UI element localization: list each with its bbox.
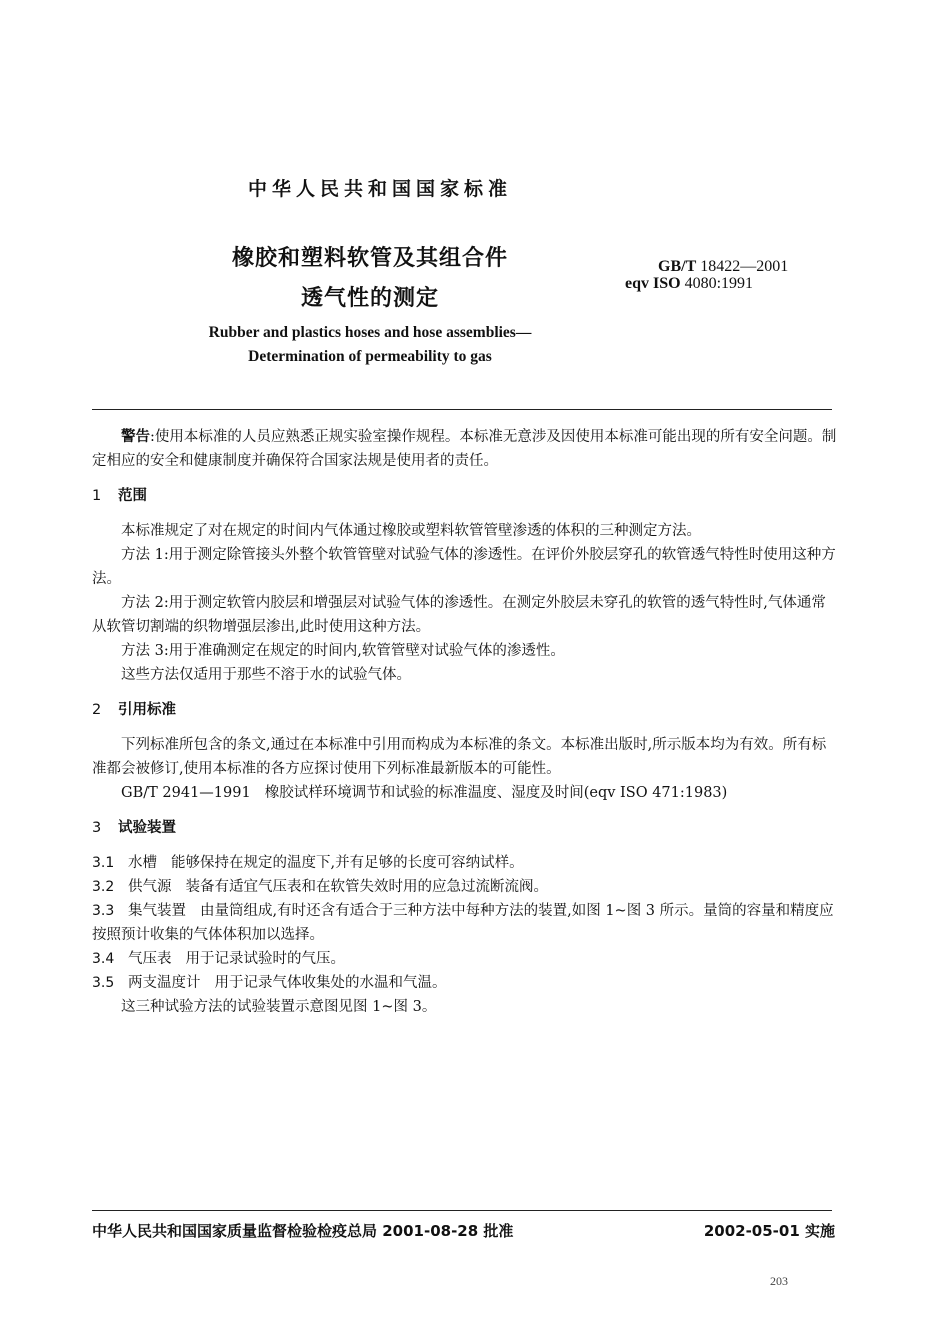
list-item: 3.4 气压表 用于记录试验时的气压。 bbox=[92, 951, 345, 967]
effective-date: 2002-05-01 实施 bbox=[703, 1222, 835, 1240]
english-title-line2: Determination of permeability to gas bbox=[248, 348, 492, 365]
document-title-line2: 透气性的测定 bbox=[300, 286, 439, 311]
list-item: 3.3 集气装置 由量筒组成,有时还含有适合于三种方法中每种方法的装置,如图 1~图 3 所示。量筒的容量和精度应按照预计收集的气体体积加以选择。 bbox=[92, 903, 834, 943]
header-divider bbox=[92, 409, 832, 410]
paragraph: 这些方法仅适用于那些不溶于水的试验气体。 bbox=[121, 667, 411, 683]
warning-text: :使用本标准的人员应熟悉正规实验室操作规程。本标准无意涉及因使用本标准可能出现的所有安全问题。制定相应的安全和健康制度并确保符合国家法规是使用者的责任。 bbox=[92, 429, 837, 469]
section-heading-scope: 1 范围 bbox=[92, 488, 147, 504]
standard-code-prefix: GB/T bbox=[658, 258, 697, 275]
reference-entry bbox=[92, 781, 837, 805]
equivalent-code-prefix: eqv ISO bbox=[625, 275, 681, 292]
standard-code-number: 18422—2001 bbox=[700, 258, 789, 275]
list-item: 3.5 两支温度计 用于记录气体收集处的水温和气温。 bbox=[92, 975, 447, 991]
reference-title: 橡胶试样环境调节和试验的标准温度、湿度及时间(eqv ISO 471:1983) bbox=[264, 785, 728, 801]
english-title-line1: Rubber and plastics hoses and hose assemblies— bbox=[208, 324, 532, 341]
paragraph: 方法 1:用于测定除管接头外整个软管管壁对试验气体的渗透性。在评价外胶层穿孔的软管透气特性时使用这种方法。 bbox=[92, 547, 836, 587]
list-item: 3.2 供气源 装备有适宜气压表和在软管失效时用的应急过流断流阀。 bbox=[92, 879, 548, 895]
reference-code: GB/T 2941—1991 bbox=[121, 785, 251, 801]
section-heading-apparatus: 3 试验装置 bbox=[92, 820, 176, 836]
section-heading-references: 2 引用标准 bbox=[92, 702, 176, 718]
standard-code bbox=[658, 258, 788, 276]
paragraph: 方法 3:用于准确测定在规定的时间内,软管管壁对试验气体的渗透性。 bbox=[121, 643, 565, 659]
paragraph: 这三种试验方法的试验装置示意图见图 1~图 3。 bbox=[121, 999, 437, 1015]
warning-paragraph bbox=[92, 425, 837, 473]
paragraph: 下列标准所包含的条文,通过在本标准中引用而构成为本标准的条文。本标准出版时,所示版本均为有效。所有标准都会被修订,使用本标准的各方应探讨使用下列标准最新版本的可能性。 bbox=[92, 737, 827, 777]
list-item: 3.1 水槽 能够保持在规定的温度下,并有足够的长度可容纳试样。 bbox=[92, 855, 524, 871]
paragraph: 方法 2:用于测定软管内胶层和增强层对试验气体的渗透性。在测定外胶层未穿孔的软管的透气特性时,气体通常从软管切割端的织物增强层渗出,此时使用这种方法。 bbox=[92, 595, 826, 635]
warning-label: 警告 bbox=[121, 429, 150, 445]
document-title-line1: 橡胶和塑料软管及其组合件 bbox=[231, 246, 508, 271]
org-title: 中华人民共和国国家标准 bbox=[247, 178, 512, 200]
approval-line: 中华人民共和国国家质量监督检验检疫总局 2001-08-28 批准 bbox=[92, 1222, 514, 1240]
footer-divider bbox=[92, 1210, 832, 1211]
paragraph: 本标准规定了对在规定的时间内气体通过橡胶或塑料软管管壁渗透的体积的三种测定方法。 bbox=[121, 523, 701, 539]
equivalent-code-number: 4080:1991 bbox=[684, 275, 754, 292]
document-body bbox=[92, 425, 837, 1019]
page-number: 203 bbox=[770, 1274, 788, 1288]
equivalent-code bbox=[625, 275, 753, 293]
